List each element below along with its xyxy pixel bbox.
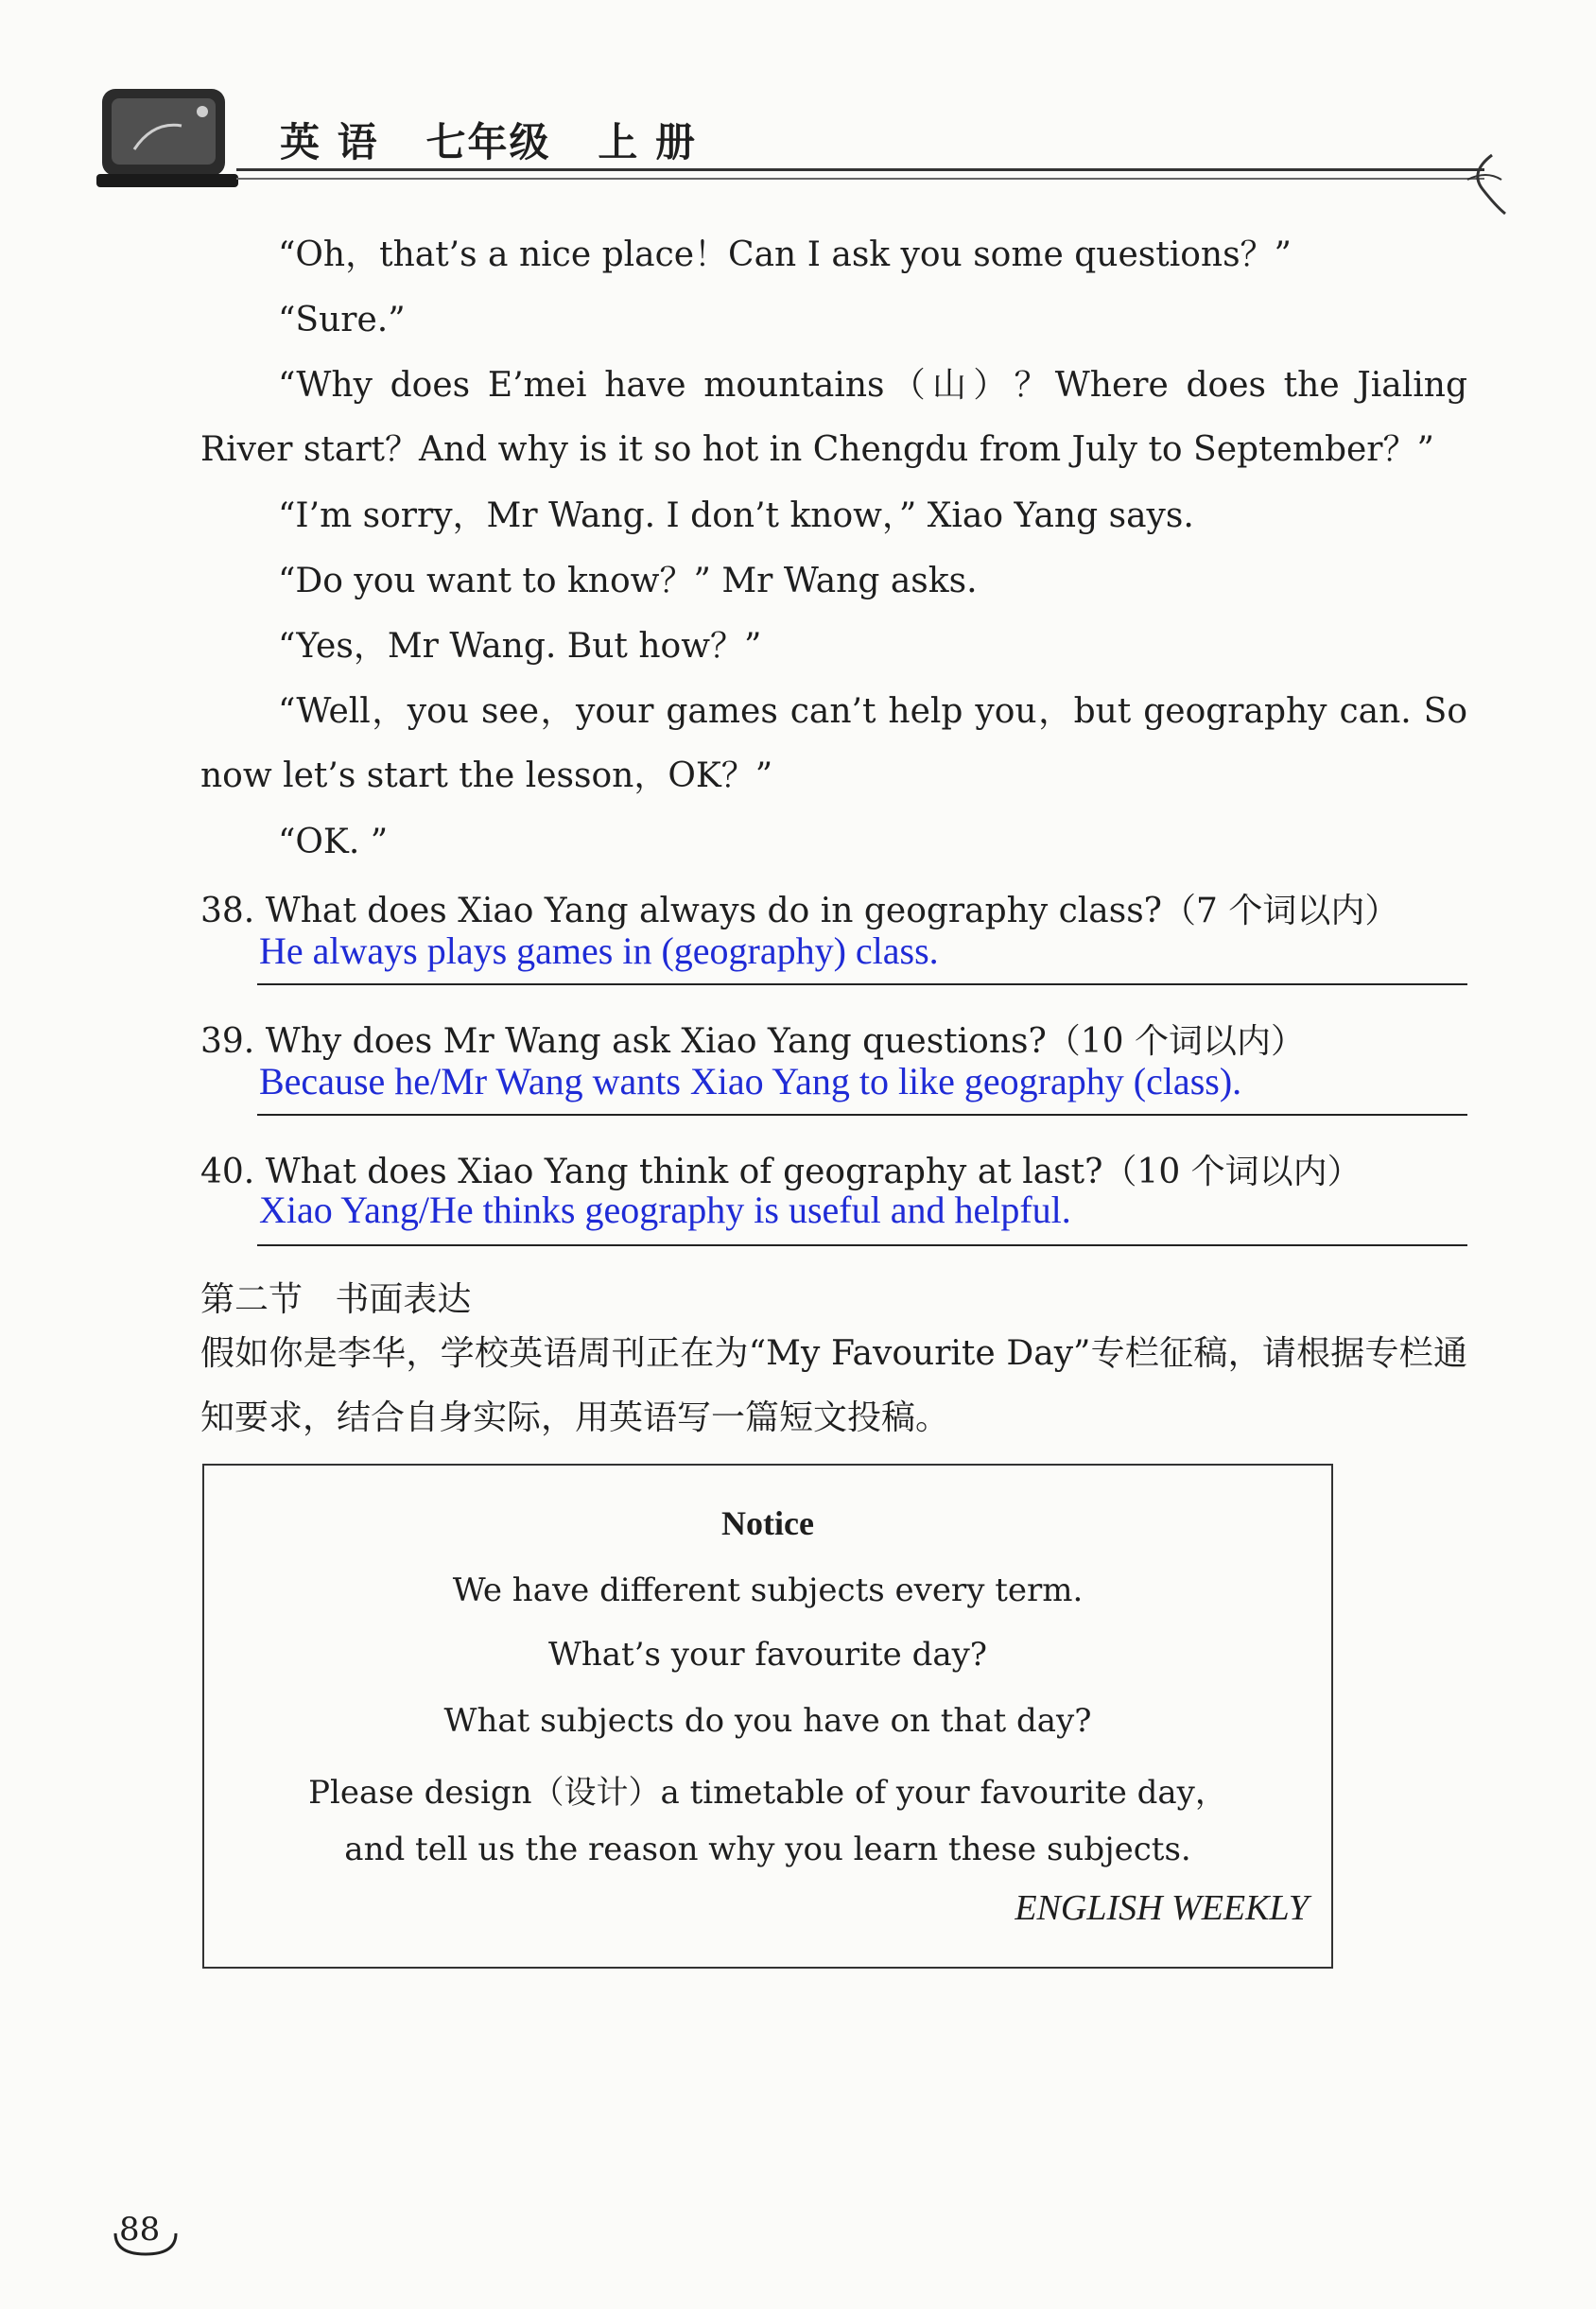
answer-line (257, 1114, 1467, 1116)
passage-paragraph: “Yes，Mr Wang. But how？” (278, 627, 762, 666)
answer-40: Xiao Yang/He thinks geography is useful and helpful. (259, 1189, 1071, 1231)
passage-paragraph: “Why does E’mei have mountains（山）？Where does the Jialing River start？And why is it so hot in Chengdu from July to September？” (200, 366, 1467, 469)
notice-line: We have different subjects every term. (452, 1571, 1084, 1609)
notice-title: Notice (721, 1504, 814, 1542)
question-38: 38. What does Xiao Yang always do in geography class?（7 个词以内） (200, 892, 1399, 930)
passage-paragraph: “Do you want to know？” Mr Wang asks. (278, 562, 978, 600)
passage-paragraph: “I’m sorry，Mr Wang. I don’t know，” Xiao Yang says. (278, 496, 1194, 535)
blackboard-icon (96, 83, 238, 192)
header-rule (236, 178, 1484, 180)
page-number (110, 2207, 182, 2260)
passage-paragraph: “Sure.” (278, 301, 406, 339)
answer-line (257, 983, 1467, 985)
notice-box (202, 1464, 1333, 1969)
notice-line: What’s your favourite day? (547, 1636, 988, 1674)
passage-paragraph: “Well，you see，your games can’t help you，but geography can. So now let’s start the lesson，OK？” (200, 692, 1467, 795)
question-40: 40. What does Xiao Yang think of geography at last?（10 个词以内） (200, 1153, 1362, 1191)
notice-line: Please design（设计）a timetable of your favourite day， (308, 1774, 1227, 1812)
flourish-icon (1464, 151, 1509, 217)
writing-task: 假如你是李华，学校英语周刊正在为“My Favourite Day”专栏征稿，请根据专栏通知要求，结合自身实际，用英语写一篇短文投稿。 (200, 1334, 1467, 1437)
passage-paragraph: “OK. ” (278, 823, 389, 861)
header-rule (236, 168, 1484, 171)
header-title: 英 语 七年级 上 册 (280, 119, 697, 165)
page-number-text: 88 (119, 2211, 161, 2248)
answer-39: Because he/Mr Wang wants Xiao Yang to like geography (class). (259, 1060, 1242, 1102)
notice-line: and tell us the reason why you learn these subjects. (344, 1831, 1191, 1868)
notice-line: What subjects do you have on that day? (443, 1702, 1092, 1740)
section-title: 第二节 书面表达 (200, 1280, 472, 1319)
answer-line (257, 1244, 1467, 1246)
answer-38: He always plays games in (geography) class. (259, 929, 939, 972)
passage-paragraph: “Oh，that’s a nice place！Can I ask you some questions？” (278, 235, 1292, 274)
question-39: 39. Why does Mr Wang ask Xiao Yang questions?（10 个词以内） (200, 1022, 1306, 1061)
notice-signature: ENGLISH WEEKLY (1015, 1888, 1309, 1928)
